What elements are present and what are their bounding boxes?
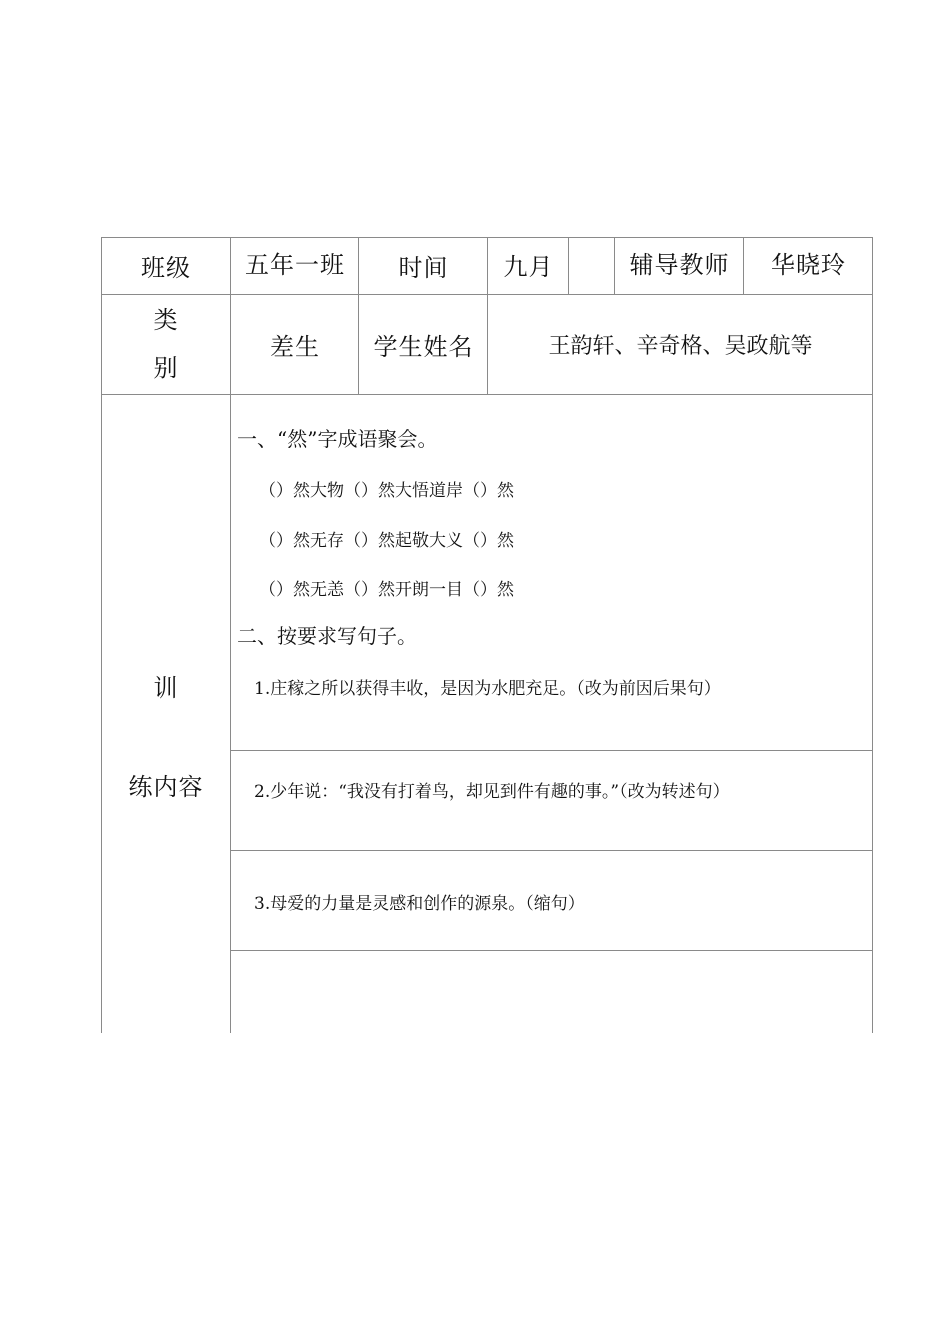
- students-value: 王韵轩、辛奇格、吴政航等: [548, 333, 813, 359]
- idiom-line-3: （）然无恙（）然开朗一目（）然: [259, 580, 514, 600]
- training-label-top: 训: [153, 673, 179, 702]
- category-label-top: 类: [153, 306, 179, 334]
- q2-divider: [231, 850, 873, 851]
- question-3: 3.母爱的力量是灵感和创作的源泉。（缩句）: [254, 894, 585, 914]
- training-label-bottom: 练内容: [128, 772, 204, 801]
- class-value: 五年一班: [245, 250, 345, 279]
- row2-divider: [101, 394, 873, 395]
- class-label: 班级: [141, 254, 191, 282]
- section1-title: 一、“然”字成语聚会。: [237, 427, 438, 451]
- category-label: [101, 294, 231, 394]
- question-2: 2.少年说：“我没有打着鸟，却见到件有趣的事。”（改为转述句）: [254, 782, 730, 802]
- time-label: 时间: [398, 254, 449, 282]
- category-label-bottom: 别: [153, 354, 179, 382]
- section2-title: 二、按要求写句子。: [237, 624, 417, 648]
- q1-divider: [231, 750, 873, 751]
- question-1: 1.庄稼之所以获得丰收，是因为水肥充足。（改为前因后果句）: [254, 679, 721, 699]
- teacher-label: 辅导教师: [629, 250, 730, 279]
- q3-divider: [231, 950, 873, 951]
- time-value: 九月: [503, 253, 554, 281]
- record-table: [101, 237, 873, 1033]
- students-label: 学生姓名: [373, 332, 474, 361]
- idiom-line-2: （）然无存（）然起敬大义（）然: [259, 531, 514, 551]
- category-value: 差生: [270, 332, 320, 361]
- teacher-value: 华晓玲: [771, 250, 846, 279]
- idiom-line-1: （）然大物（）然大悟道岸（）然: [259, 481, 514, 501]
